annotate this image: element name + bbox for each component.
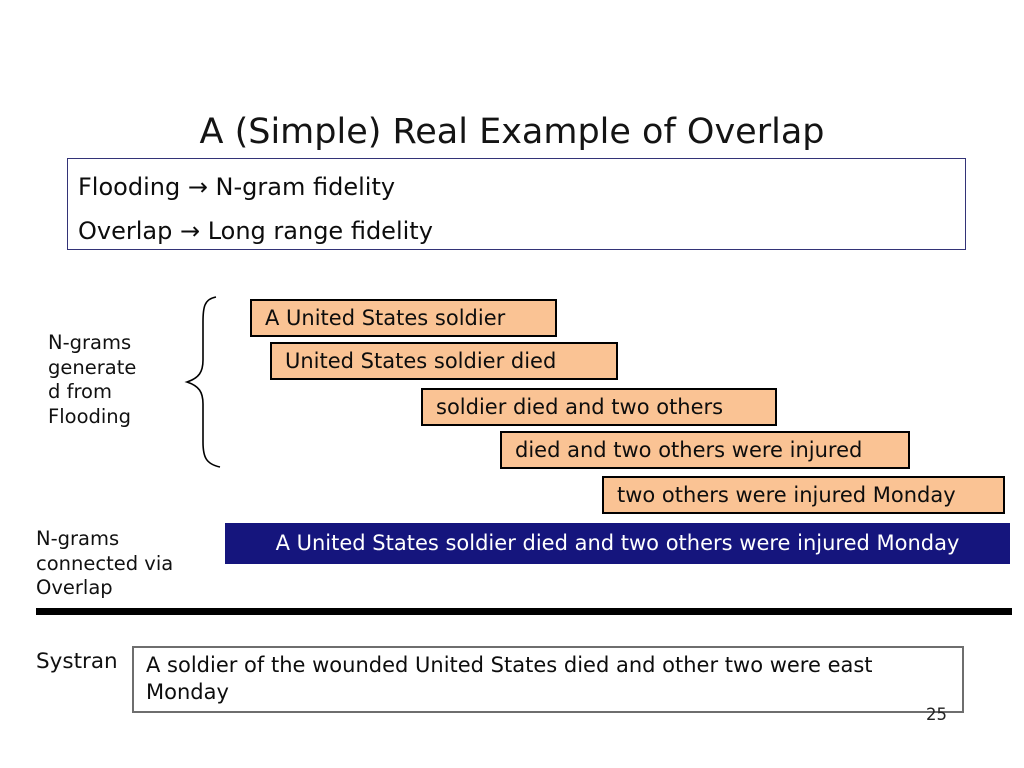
overlap-sentence-box: A United States soldier died and two others were injured Monday [225, 523, 1010, 564]
ngram-box-4: died and two others were injured [500, 431, 910, 469]
systran-output-box [132, 646, 964, 713]
ngram-box-1: A United States soldier [250, 299, 557, 337]
horizontal-divider [36, 608, 1012, 615]
ngram-box-3: soldier died and two others [421, 388, 777, 426]
page-number: 25 [926, 705, 947, 724]
summary-line-flooding: Flooding → N-gram fidelity [78, 173, 396, 201]
systran-label: Systran [36, 649, 118, 674]
summary-box [67, 158, 966, 250]
label-ngrams-connected-via-overlap: N-grams connected via Overlap [36, 527, 174, 599]
systran-output-line-1: A soldier of the wounded United States died and other two were east [146, 653, 873, 677]
systran-output-line-2: Monday [146, 680, 229, 704]
slide-title: A (Simple) Real Example of Overlap [199, 112, 825, 152]
ngram-box-2: United States soldier died [270, 342, 618, 380]
ngram-box-5: two others were injured Monday [602, 476, 1005, 514]
summary-line-overlap: Overlap → Long range fidelity [78, 217, 433, 245]
curly-brace-icon [178, 294, 224, 470]
label-ngrams-generated-from-flooding: N-grams generate d from Flooding [48, 331, 137, 428]
